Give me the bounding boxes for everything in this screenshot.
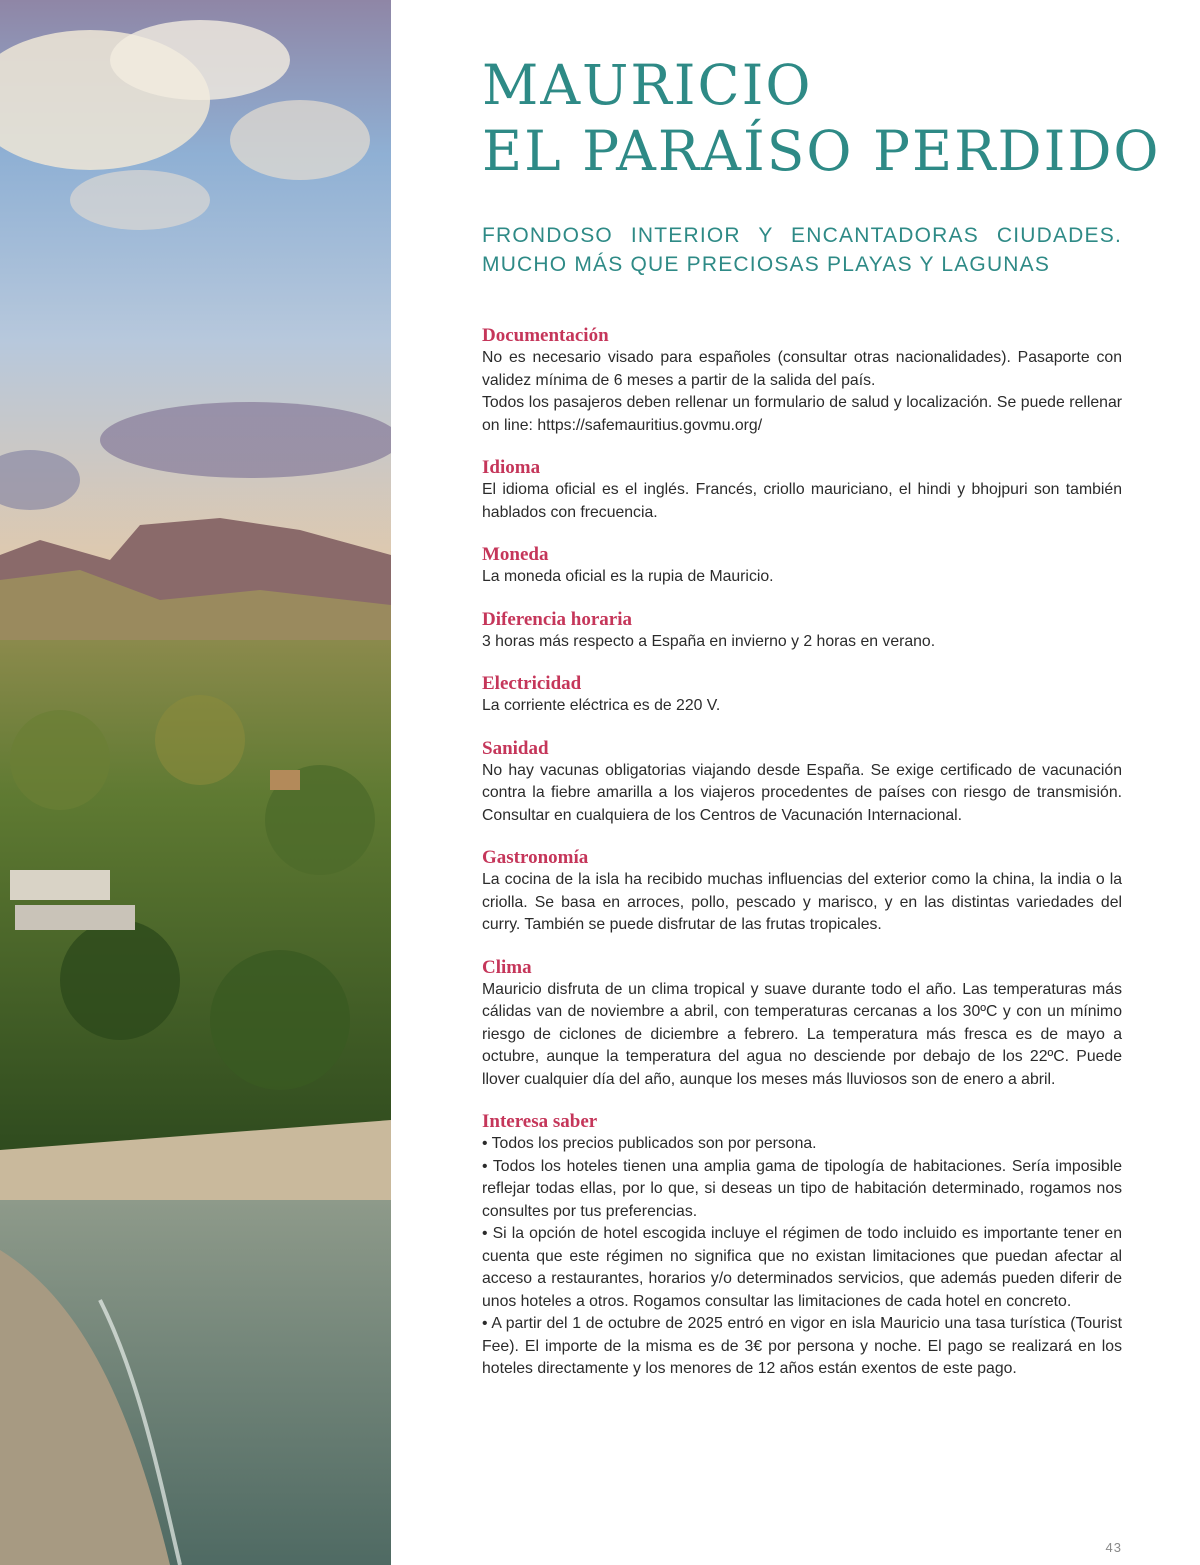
section-title: Diferencia horaria bbox=[482, 608, 633, 630]
section-body bbox=[482, 979, 1122, 1092]
section-paragraph: No es necesario visado para españoles (consultar otras nacionalidades). Pasaporte con validez mínima de 6 meses a partir de la salida del país. bbox=[482, 349, 1122, 389]
section-paragraph: No hay vacunas obligatorias viajando desde España. Se exige certificado de vacunación contra la fiebre amarilla a los viajeros procedentes de países con riesgo de transmisión. Consultar en cualquiera de los Centros de Vacunación Internacional. bbox=[482, 761, 1122, 824]
section-title: Clima bbox=[482, 956, 532, 978]
section-title: Electricidad bbox=[482, 673, 582, 694]
section-idioma bbox=[482, 457, 1122, 524]
section-gastronomia bbox=[482, 847, 1122, 937]
subtitle-line-1: FRONDOSO INTERIOR Y ENCANTADORAS CIUDADES. bbox=[482, 224, 1122, 247]
section-body bbox=[482, 566, 1122, 589]
page-title bbox=[482, 52, 1161, 184]
section-body bbox=[482, 631, 1122, 654]
section-paragraph: Mauricio disfruta de un clima tropical y suave durante todo el año. Las temperaturas más cálidas van de noviembre a abril, con temperaturas cercanas a los 30ºC y con un mínimo riesgo de ciclones de diciembre a febrero. La temperatura más fresca es de mayo a octubre, aunque la temperatura del agua no desciende por debajo de los 22ºC. Puede llover cualquier día del año, aunque los meses más lluviosos son de enero a abril. bbox=[482, 980, 1122, 1088]
section-moneda bbox=[482, 544, 1122, 589]
page-number: 43 bbox=[1105, 1540, 1122, 1555]
section-paragraph: La moneda oficial es la rupia de Mauricio. bbox=[482, 568, 774, 585]
section-body bbox=[482, 869, 1122, 937]
section-title: Gastronomía bbox=[482, 847, 589, 868]
section-paragraph: 3 horas más respecto a España en invierno y 2 horas en verano. bbox=[482, 632, 936, 650]
section-title: Documentación bbox=[482, 325, 609, 346]
section-body bbox=[482, 479, 1122, 524]
bullet-item: • Si la opción de hotel escogida incluye el régimen de todo incluido es importante tener en cuenta que este régimen no significa que no existan limitaciones que puedan afectar al acceso a restaurantes, horarios y/o determinados servicios, que además pueden diferir de unos hoteles a otros. Rogamos consultar las limitaciones de cada hotel en concreto. bbox=[482, 1225, 1122, 1310]
section-paragraph: La corriente eléctrica es de 220 V. bbox=[482, 697, 721, 714]
info-sections bbox=[482, 325, 1122, 1381]
section-sanidad bbox=[482, 738, 1122, 828]
section-body bbox=[482, 695, 1122, 718]
section-body bbox=[482, 1133, 1122, 1381]
section-clima bbox=[482, 957, 1122, 1092]
section-body bbox=[482, 760, 1122, 828]
section-documentacion bbox=[482, 325, 1122, 437]
section-electricidad bbox=[482, 673, 1122, 718]
section-diferencia-horaria bbox=[482, 609, 1122, 654]
subtitle bbox=[482, 221, 1122, 279]
section-interesa-saber bbox=[482, 1111, 1122, 1381]
cover-photo bbox=[0, 0, 391, 1565]
title-line-1: MAURICIO bbox=[482, 53, 813, 117]
bullet-item: • Todos los precios publicados son por persona. bbox=[482, 1135, 817, 1152]
bullet-item: • A partir del 1 de octubre de 2025 entró en vigor en isla Mauricio una tasa turística (Tourist Fee). El importe de la misma es de 3€ por persona y noche. El pago se realizará en los hoteles directamente y los menores de 12 años están exentos de este pago. bbox=[482, 1315, 1122, 1377]
section-paragraph: La cocina de la isla ha recibido muchas influencias del exterior como la china, la india o la criolla. Se basa en arroces, pollo, pescado y marisco, y en las distintas variedades del curry. También se puede disfrutar de las frutas tropicales. bbox=[482, 871, 1122, 933]
subtitle-line-2: MUCHO MÁS QUE PRECIOSAS PLAYAS Y LAGUNAS bbox=[482, 253, 1051, 276]
main-content bbox=[482, 52, 1161, 1401]
landscape-image bbox=[0, 0, 391, 1565]
section-title: Moneda bbox=[482, 544, 549, 565]
section-paragraph: Todos los pasajeros deben rellenar un formulario de salud y localización. Se puede rellenar on line: https://safemauritius.govmu.org/ bbox=[482, 394, 1122, 434]
section-paragraph: El idioma oficial es el inglés. Francés, criollo mauriciano, el hindi y bhojpuri son también hablados con frecuencia. bbox=[482, 481, 1122, 521]
section-title: Sanidad bbox=[482, 737, 549, 759]
section-body bbox=[482, 347, 1122, 437]
section-title: Interesa saber bbox=[482, 1111, 598, 1132]
section-title: Idioma bbox=[482, 457, 541, 478]
bullet-item: • Todos los hoteles tienen una amplia gama de tipología de habitaciones. Sería imposible reflejar todas ellas, por lo que, si deseas un tipo de habitación determinado, rogamos nos consultes por tus preferencias. bbox=[482, 1157, 1122, 1220]
title-line-2: EL PARAÍSO PERDIDO bbox=[482, 119, 1161, 183]
